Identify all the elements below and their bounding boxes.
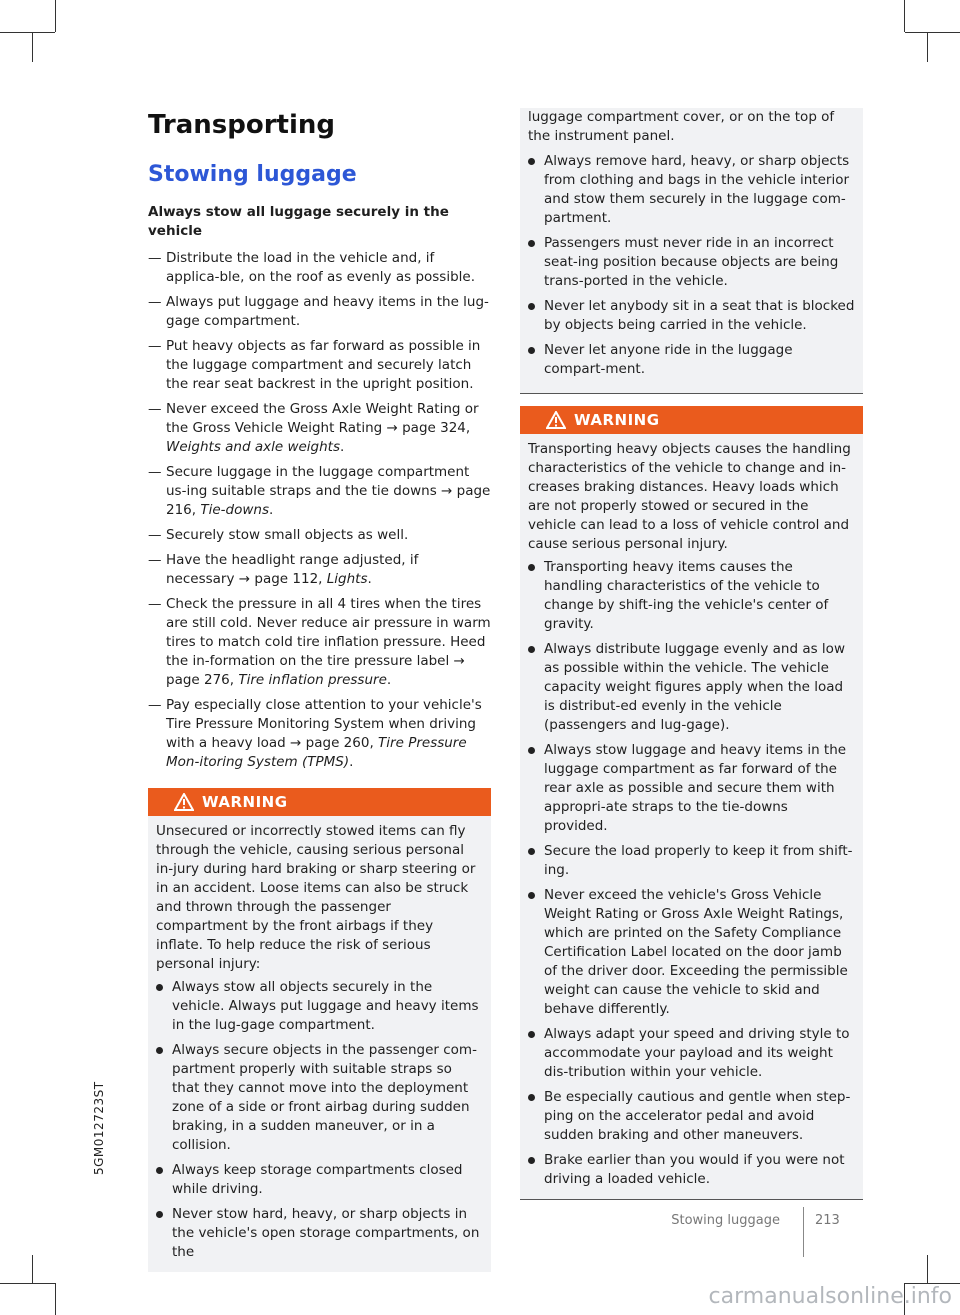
bullet-item: Always distribute luggage evenly and as low as possible within the vehicle. The vehicle capacity weight figures apply when the load is distribut-ed evenly in the vehicle (passengers and lug-gage). bbox=[528, 640, 855, 735]
crop-mark bbox=[32, 1255, 33, 1283]
crop-mark bbox=[0, 1283, 55, 1284]
bullet-item: Never let anyone ride in the luggage compart-ment. bbox=[528, 341, 855, 379]
instruction-text: Secure luggage in the luggage compartment us-ing suitable straps and the tie downs bbox=[166, 464, 470, 499]
reference-title[interactable]: Weights and axle weights bbox=[166, 439, 340, 455]
bullet-item: Secure the load properly to keep it from shift-ing. bbox=[528, 842, 855, 880]
instruction-text: Always put luggage and heavy items in the lug-gage compartment. bbox=[166, 294, 489, 329]
instruction-text: Check the pressure in all 4 tires when the tires are still cold. Never reduce air pressure in warm tires to match cold tire inflation pressure. Heed the in-formation on the tire pressure label bbox=[166, 596, 491, 669]
page-reference[interactable]: page 324, bbox=[402, 420, 471, 436]
instruction-text: Distribute the load in the vehicle and, if applica-ble, on the roof as evenly as possible. bbox=[166, 250, 476, 285]
page-reference[interactable]: page 216, bbox=[166, 483, 491, 518]
footer-divider bbox=[803, 1207, 804, 1257]
warning-box-1 bbox=[148, 788, 491, 1272]
warning-bullet-list bbox=[528, 558, 855, 1189]
warning-intro: Transporting heavy objects causes the handling characteristics of the vehicle to change and in-creases braking distances. Heavy loads which are not properly stowed or secured in the vehicle can lead to a loss of vehicle control and cause serious personal injury. bbox=[528, 441, 851, 552]
section-title: Stowing luggage bbox=[148, 162, 357, 187]
instruction-item bbox=[148, 400, 491, 457]
bullet-item: Be especially cautious and gentle when step-ping on the accelerator pedal and avoid sudden braking and other maneuvers. bbox=[528, 1088, 855, 1145]
crop-mark bbox=[927, 32, 928, 62]
bullet-item: Always stow luggage and heavy items in the luggage compartment as far forward of the rear axle as possible and secure them with appropri-ate straps to the tie-downs provided. bbox=[528, 741, 855, 836]
left-column bbox=[148, 110, 491, 1272]
crop-mark bbox=[905, 32, 960, 33]
punctuation: . bbox=[367, 571, 372, 587]
instruction-text: Securely stow small objects as well. bbox=[166, 527, 409, 543]
continuation-text: luggage compartment cover, or on the top of the instrument panel. bbox=[528, 109, 835, 144]
warning-header bbox=[148, 788, 491, 816]
side-document-code: 5GM012723ST bbox=[92, 1081, 106, 1175]
page-reference[interactable]: page 276, bbox=[166, 672, 235, 688]
instruction-item bbox=[148, 249, 491, 287]
bullet-item: Brake earlier than you would if you were not driving a loaded vehicle. bbox=[528, 1151, 855, 1189]
instruction-item bbox=[148, 696, 491, 772]
arrow-right-icon: → bbox=[234, 571, 255, 587]
instruction-item bbox=[148, 595, 491, 690]
bullet-item: Transporting heavy items causes the handling characteristics of the vehicle to change by shift-ing the vehicle's center of gravity. bbox=[528, 558, 855, 634]
warning-triangle-icon bbox=[174, 793, 194, 811]
instruction-item bbox=[148, 293, 491, 331]
bullet-item: Always adapt your speed and driving style to accommodate your payload and its weight dis-tribution within your vehicle. bbox=[528, 1025, 855, 1082]
instruction-text: Have the headlight range adjusted, if necessary bbox=[166, 552, 419, 587]
arrow-right-icon: → bbox=[382, 420, 403, 436]
bullet-item: Passengers must never ride in an incorrect seat-ing position because objects are being trans-ported in the vehicle. bbox=[528, 234, 855, 291]
crop-mark bbox=[32, 32, 33, 62]
warning-body bbox=[148, 816, 491, 1272]
instruction-text: Never exceed the Gross Axle Weight Rating or the Gross Vehicle Weight Rating bbox=[166, 401, 479, 436]
reference-title[interactable]: Tie-downs bbox=[200, 502, 269, 518]
footer-section: Stowing luggage bbox=[671, 1213, 780, 1228]
bullet-item: Always secure objects in the passenger com-partment properly with suitable straps so that they cannot move into the deployment zone of a side or front airbag during sudden braking, in a sudden maneuver, or in a collision. bbox=[156, 1041, 483, 1155]
instruction-item bbox=[148, 463, 491, 520]
page-title: Transporting bbox=[148, 110, 335, 140]
punctuation: . bbox=[269, 502, 274, 518]
instruction-text: Put heavy objects as far forward as possible in the luggage compartment and securely latch the rear seat backrest in the upright position. bbox=[166, 338, 481, 392]
crop-mark bbox=[55, 1283, 56, 1315]
right-column bbox=[520, 108, 863, 1200]
warning-label: WARNING bbox=[202, 793, 288, 811]
crop-mark bbox=[0, 32, 55, 33]
crop-mark bbox=[904, 0, 905, 32]
arrow-right-icon: → bbox=[436, 483, 457, 499]
punctuation: . bbox=[340, 439, 345, 455]
crop-mark bbox=[927, 1255, 928, 1283]
page-reference[interactable]: page 112, bbox=[254, 571, 323, 587]
instruction-item bbox=[148, 337, 491, 394]
punctuation: . bbox=[349, 754, 354, 770]
bullet-item: Never stow hard, heavy, or sharp objects in the vehicle's open storage compartments, on the bbox=[156, 1205, 483, 1262]
warning-intro: Unsecured or incorrectly stowed items can fly through the vehicle, causing serious personal in-jury during hard braking or sharp steering or in an accident. Loose items can also be struck and thrown through the passenger compartment by the front airbags if they inflate. To help reduce the risk of serious personal injury: bbox=[156, 823, 476, 972]
warning-box-2 bbox=[520, 406, 863, 1200]
arrow-right-icon: → bbox=[449, 653, 465, 669]
watermark: carmanualsonline.info bbox=[708, 1284, 952, 1309]
instruction-text: Pay especially close attention to your vehicle's Tire Pressure Monitoring System when driving with a heavy load bbox=[166, 697, 482, 751]
lead-text: Always stow all luggage securely in the vehicle bbox=[148, 204, 449, 239]
bullet-item: Always remove hard, heavy, or sharp objects from clothing and bags in the vehicle interior and stow them securely in the luggage com-partment. bbox=[528, 152, 855, 228]
bullet-item: Never exceed the vehicle's Gross Vehicle Weight Rating or Gross Axle Weight Ratings, which are printed on the Safety Compliance Certification Label located on the door jamb of the driver door. Exceeding the permissible weight can cause the vehicle to skid and behave differently. bbox=[528, 886, 855, 1019]
bullet-item: Always keep storage compartments closed while driving. bbox=[156, 1161, 483, 1199]
crop-mark bbox=[55, 0, 56, 32]
warning-header bbox=[520, 406, 863, 434]
warning-body bbox=[520, 434, 863, 1199]
warning-continuation bbox=[520, 108, 863, 394]
reference-title[interactable]: Tire Pressure Mon-itoring System (TPMS) bbox=[166, 735, 467, 770]
instruction-item bbox=[148, 551, 491, 589]
page-reference[interactable]: page 260, bbox=[305, 735, 374, 751]
reference-title[interactable]: Tire inflation pressure bbox=[238, 672, 387, 688]
warning-triangle-icon bbox=[546, 411, 566, 429]
reference-title[interactable]: Lights bbox=[326, 571, 368, 587]
continuation-bullet-list bbox=[528, 152, 855, 379]
page-footer bbox=[0, 1213, 960, 1253]
bullet-item: Always stow all objects securely in the vehicle. Always put luggage and heavy items in the lug-gage compartment. bbox=[156, 978, 483, 1035]
instruction-list bbox=[148, 249, 491, 772]
warning-label: WARNING bbox=[574, 411, 660, 429]
instruction-item bbox=[148, 526, 491, 545]
bullet-item: Never let anybody sit in a seat that is blocked by objects being carried in the vehicle. bbox=[528, 297, 855, 335]
page-number: 213 bbox=[815, 1213, 840, 1228]
punctuation: . bbox=[386, 672, 392, 688]
arrow-right-icon: → bbox=[285, 735, 306, 751]
